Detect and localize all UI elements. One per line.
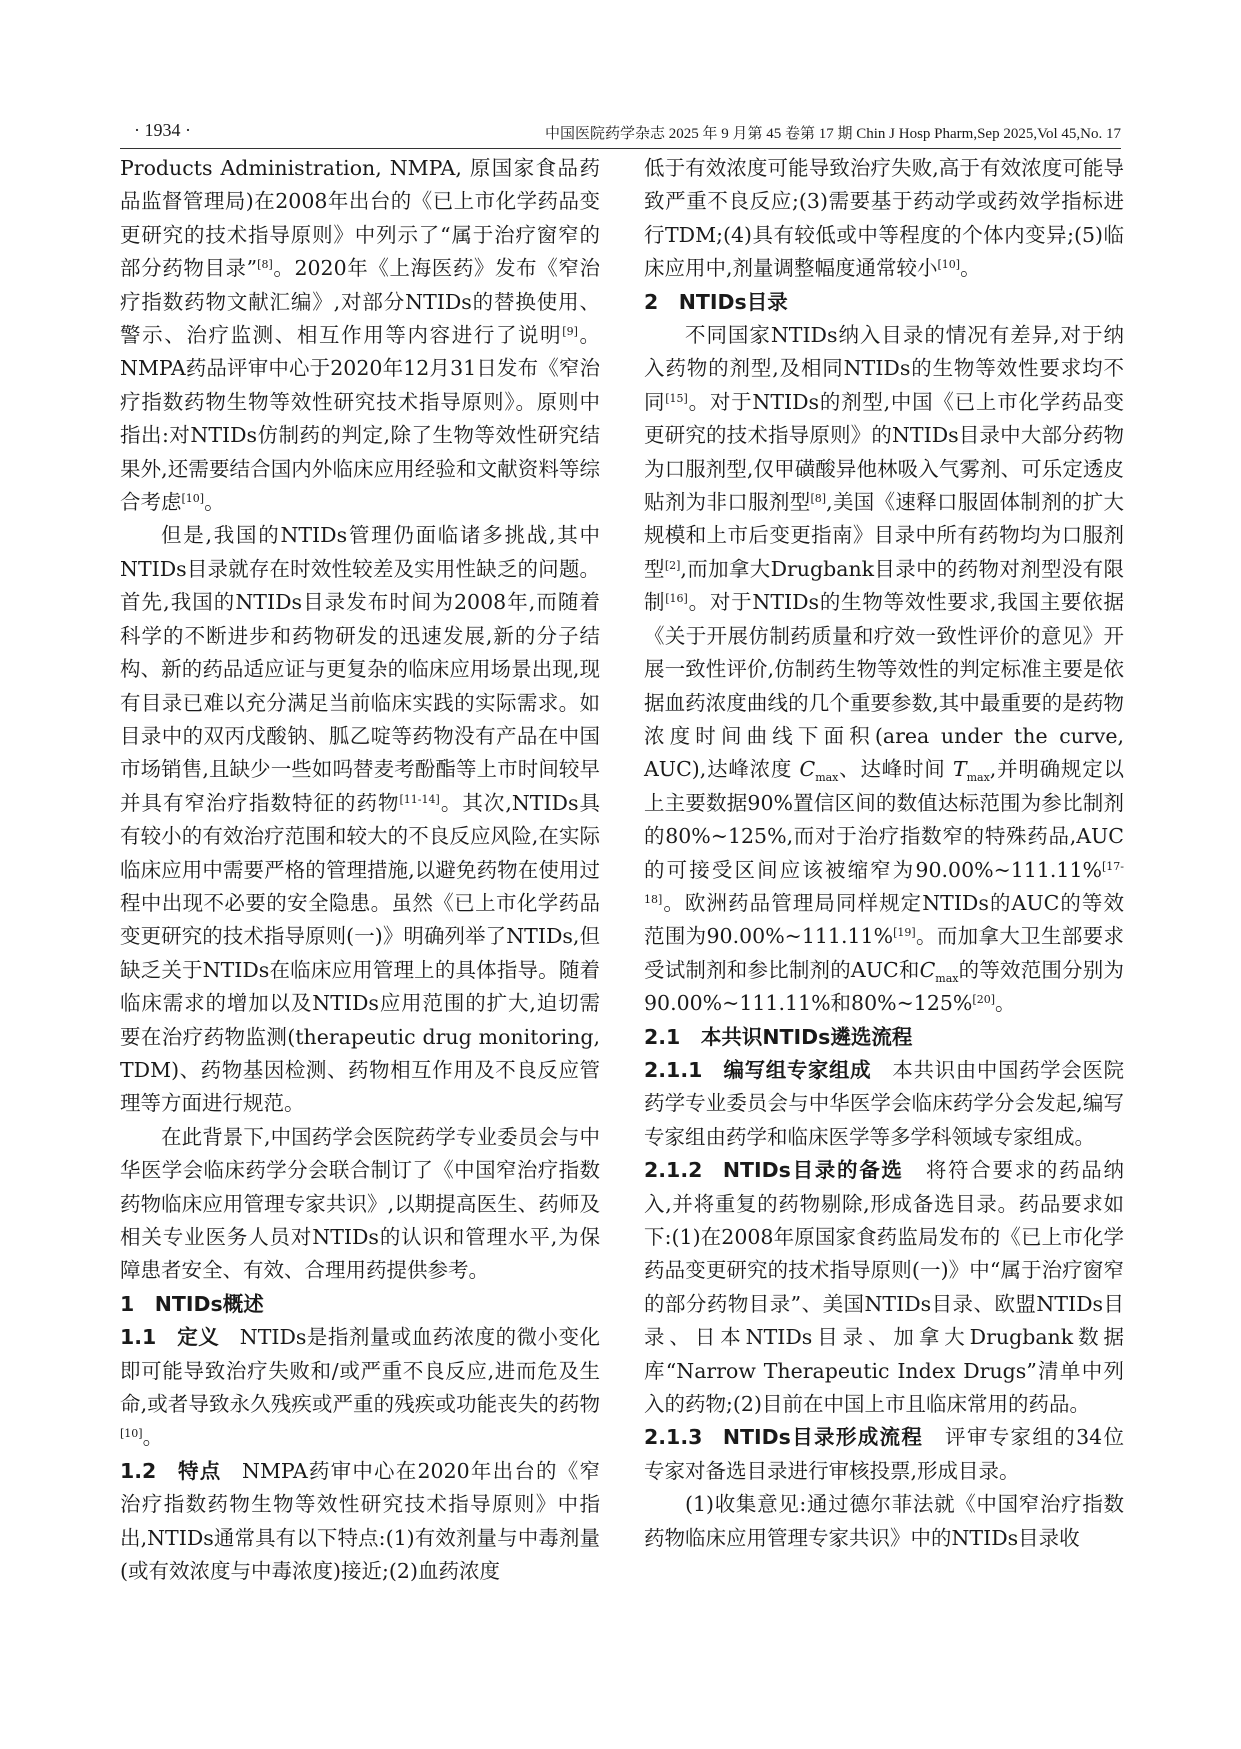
- citation: [11-14]: [399, 792, 440, 806]
- subsection-1-1: [120, 1321, 600, 1455]
- citation: [8]: [257, 258, 273, 272]
- text: 。: [142, 1425, 164, 1450]
- subsection-heading-2-1: [644, 1021, 1124, 1054]
- heading-text: NTIDs目录: [678, 289, 788, 314]
- subsection-2-1-2: [644, 1154, 1124, 1421]
- text: 将符合要求的药品纳入,并将重复的药物剔除,形成备选目录。药品要求如下:(1)在2008年原国家食药监局发布的《已上市化学药品变更研究的技术指导原则(一)》中“属于治疗窗窄的部分药物目录”、美国NTIDs目录、欧盟NTIDs目录、日本NTIDs目录、加拿大Drugbank数据库“Narrow Therapeutic Index Drugs”清单中列入的药物;(2)目前在中国上市且临床常用的药品。: [644, 1158, 1124, 1417]
- citation: [17-18]: [644, 859, 1124, 906]
- subsection-1-2: [120, 1455, 600, 1589]
- symbol-c: C: [919, 957, 936, 982]
- heading-text: NTIDs目录的备选: [722, 1158, 904, 1183]
- right-column: [644, 152, 1124, 1555]
- page-number: · 1934 ·: [134, 120, 191, 140]
- text: 。2020年《上海医药》发布《窄治疗指数药物文献汇编》,对部分NTIDs的替换使用、警示、治疗监测、相互作用等内容进行了说明: [120, 256, 600, 348]
- journal-citation: 中国医院药学杂志 2025 年 9 月第 45 卷第 17 期 Chin J Hosp Pharm,Sep 2025,Vol 45,No. 17: [545, 126, 1121, 142]
- text: 在此背景下,中国药学会医院药学专业委员会与中华医学会临床药学分会联合制订了《中国窄治疗指数药物临床应用管理专家共识》,以期提高医生、药师及相关专业医务人员对NTIDs的认识和管理水平,为保障患者安全、有效、合理用药提供参考。: [120, 1124, 600, 1283]
- text: 。而加拿大卫生部要求受试制剂和参比制剂的AUC和: [644, 924, 1124, 982]
- paragraph: [120, 519, 600, 1120]
- citation: [10]: [120, 1427, 143, 1441]
- text: 。: [995, 991, 1016, 1016]
- text: 、达峰时间: [838, 757, 953, 782]
- text: Products Administration, NMPA, 原国家食品药品监督管理局)在2008年出台的《已上市化学药品变更研究的技术指导原则》中列示了“属于治疗窗窄的部分药物目录”: [120, 156, 600, 281]
- text: ,美国《速释口服固体制剂的扩大规模和上市后变更指南》目录中所有药物均为口服剂型: [644, 490, 1125, 581]
- text: 。其次,NTIDs具有较小的有效治疗范围和较大的不良反应风险,在实际临床应用中需要严格的管理措施,以避免药物在使用过程中出现不必要的安全隐患。虽然《已上市化学药品变更研究的技术指导原则(一)》明确列举了NTIDs,但缺乏关于NTIDs在临床应用管理上的具体指导。随着临床需求的增加以及NTIDs应用范围的扩大,迫切需要在治疗药物监测(therapeutic drug monitoring, TDM)、药物基因检测、药物相互作用及不良反应管理等方面进行规范。: [120, 790, 600, 1116]
- heading-number: 2: [644, 289, 659, 314]
- citation: [10]: [181, 492, 205, 506]
- text: 本共识由中国药学会医院药学专业委员会与中华医学会临床药学分会发起,编写专家组由药学和临床医学等多学科领域专家组成。: [644, 1057, 1125, 1149]
- text: 评审专家组的34位专家对备选目录进行审核投票,形成目录。: [644, 1425, 1124, 1483]
- heading-number: 2.1.1: [644, 1057, 703, 1082]
- paragraph: [644, 319, 1124, 1021]
- page-header: [120, 120, 1121, 149]
- symbol-c: C: [799, 757, 816, 782]
- text: 的等效范围分别为90.00%~111.11%和80%~125%: [644, 957, 1124, 1016]
- heading-number: 2.1.2: [644, 1158, 703, 1183]
- citation: [15]: [665, 391, 688, 405]
- citation: [16]: [665, 592, 688, 606]
- text: ,而加拿大Drugbank目录中的药物对剂型没有限制: [644, 556, 1125, 615]
- paragraph: [120, 152, 600, 519]
- text: 不同国家NTIDs纳入目录的情况有差异,对于纳入药物的剂型,及相同NTIDs的生物等效性要求均不同: [644, 323, 1124, 414]
- section-heading-1: [120, 1288, 600, 1321]
- heading-number: 1: [120, 1291, 135, 1316]
- citation: [9]: [562, 325, 578, 339]
- text: 但是,我国的NTIDs管理仍面临诸多挑战,其中NTIDs目录就存在时效性较差及实用性缺乏的问题。首先,我国的NTIDs目录发布时间为2008年,而随着科学的不断进步和药物研发的迅速发展,新的分子结构、新的药品适应证与更复杂的临床应用场景出现,现有目录已难以充分满足当前临床实践的实际需求。如目录中的双丙戊酸钠、胍乙啶等药物没有产品在中国市场销售,且缺少一些如吗替麦考酚酯等上市时间较早并具有窄治疗指数特征的药物: [120, 523, 600, 815]
- citation: [10]: [937, 258, 961, 272]
- text: (1)收集意见:通过德尔菲法就《中国窄治疗指数药物临床应用管理专家共识》中的NTIDs目录收: [644, 1492, 1124, 1550]
- subsection-2-1-1: [644, 1054, 1124, 1154]
- text: 低于有效浓度可能导致治疗失败,高于有效浓度可能导致严重不良反应;(3)需要基于药动学或药效学指标进行TDM;(4)具有较低或中等程度的个体内变异;(5)临床应用中,剂量调整幅度通常较小: [644, 156, 1124, 281]
- heading-number: 2.1.3: [644, 1425, 703, 1450]
- paragraph: [644, 1488, 1124, 1555]
- subscript: max: [935, 971, 959, 985]
- citation: [20]: [972, 993, 995, 1007]
- heading-text: 定义: [176, 1325, 220, 1350]
- text: 。对于NTIDs的生物等效性要求,我国主要依据《关于开展仿制药质量和疗效一致性评价的意见》开展一致性评价,仿制药生物等效性的判定标准主要是依据血药浓度曲线的几个重要参数,其中最重要的是药物浓度时间曲线下面积(area under the curve, AUC),达峰浓度: [644, 590, 1124, 782]
- heading-number: 1.2: [120, 1458, 157, 1483]
- heading-text: NTIDs目录形成流程: [722, 1425, 924, 1450]
- text: 。: [204, 490, 225, 515]
- citation: [2]: [664, 558, 681, 572]
- left-column: [120, 152, 600, 1588]
- heading-number: 1.1: [120, 1325, 157, 1350]
- text: NMPA药审中心在2020年出台的《窄治疗指数药物生物等效性研究技术指导原则》中指出,NTIDs通常具有以下特点:(1)有效剂量与中毒剂量(或有效浓度与中毒浓度)接近;(2)血药浓度: [120, 1458, 600, 1584]
- section-heading-2: [644, 286, 1124, 319]
- text: 。NMPA药品评审中心于2020年12月31日发布《窄治疗指数药物生物等效性研究技术指导原则》。原则中指出:对NTIDs仿制药的判定,除了生物等效性研究结果外,还需要结合国内外临床应用经验和文献资料等综合考虑: [120, 323, 601, 515]
- text: ,并明确规定以上主要数据90%置信区间的数值达标范围为参比制剂的80%~125%,而对于治疗指数窄的特殊药品,AUC的可接受区间应该被缩窄为90.00%~111.11%: [644, 757, 1124, 882]
- heading-text: NTIDs概述: [154, 1291, 264, 1316]
- paragraph: [644, 152, 1124, 286]
- heading-text: 特点: [176, 1458, 222, 1483]
- heading-text: 本共识NTIDs遴选流程: [700, 1024, 913, 1049]
- text: 。: [960, 256, 981, 281]
- paragraph: [120, 1121, 600, 1288]
- symbol-t: T: [952, 757, 967, 782]
- subsection-2-1-3: [644, 1421, 1124, 1488]
- heading-number: 2.1: [644, 1024, 681, 1049]
- subscript: max: [815, 771, 839, 785]
- text: NTIDs是指剂量或血药浓度的微小变化即可能导致治疗失败和/或严重不良反应,进而危及生命,或者导致永久残疾或严重的残疾或功能丧失的药物: [120, 1325, 601, 1417]
- text: 。对于NTIDs的剂型,中国《已上市化学药品变更研究的技术指导原则》的NTIDs目录中大部分药物为口服剂型,仅甲磺酸异他林吸入气雾剂、可乐定透皮贴剂为非口服剂型: [644, 389, 1124, 515]
- subscript: max: [966, 771, 990, 785]
- heading-text: 编写组专家组成: [722, 1057, 872, 1082]
- citation: [8]: [810, 492, 827, 506]
- text: 。欧洲药品管理局同样规定NTIDs的AUC的等效范围为90.00%~111.11%: [644, 890, 1124, 949]
- citation: [19]: [893, 926, 916, 940]
